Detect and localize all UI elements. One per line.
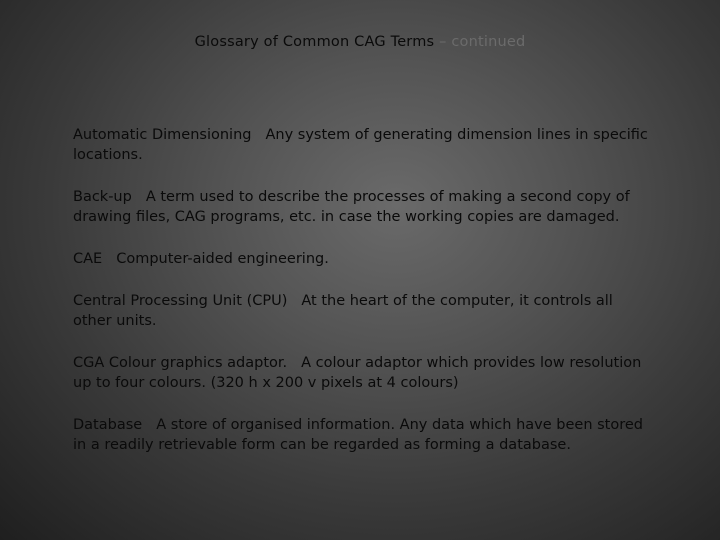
glossary-definition: A term used to describe the processes of making a second copy of drawing files, CAG programs, etc. in case the working copies are damaged. bbox=[73, 189, 630, 225]
glossary-definition: A colour adaptor which provides low resolution up to four colours. (320 h x 200 v pixels at 4 colours) bbox=[73, 355, 642, 391]
slide-title bbox=[0, 34, 720, 50]
glossary-entry-cga bbox=[73, 353, 653, 393]
glossary-entry-cae bbox=[73, 249, 653, 269]
glossary-definition: At the heart of the computer, it controls all other units. bbox=[73, 293, 613, 329]
glossary-definition: Any system of generating dimension lines in specific locations. bbox=[73, 127, 648, 163]
glossary-entry-automatic-dimensioning bbox=[73, 125, 653, 165]
glossary-term: Automatic Dimensioning bbox=[73, 127, 252, 143]
slide-title-suffix: – continued bbox=[434, 34, 526, 50]
glossary-term: Central Processing Unit (CPU) bbox=[73, 293, 288, 309]
glossary-term: CGA Colour graphics adaptor. bbox=[73, 355, 288, 371]
glossary-list bbox=[73, 125, 653, 477]
glossary-term: Back-up bbox=[73, 189, 132, 205]
glossary-term: Database bbox=[73, 417, 143, 433]
glossary-entry-database bbox=[73, 415, 653, 455]
glossary-definition: Computer-aided engineering. bbox=[116, 251, 329, 267]
glossary-definition: A store of organised information. Any data which have been stored in a readily retrievable form can be regarded as forming a database. bbox=[73, 417, 643, 453]
glossary-term: CAE bbox=[73, 251, 103, 267]
slide-title-main: Glossary of Common CAG Terms bbox=[194, 34, 435, 50]
glossary-entry-back-up bbox=[73, 187, 653, 227]
glossary-entry-cpu bbox=[73, 291, 653, 331]
